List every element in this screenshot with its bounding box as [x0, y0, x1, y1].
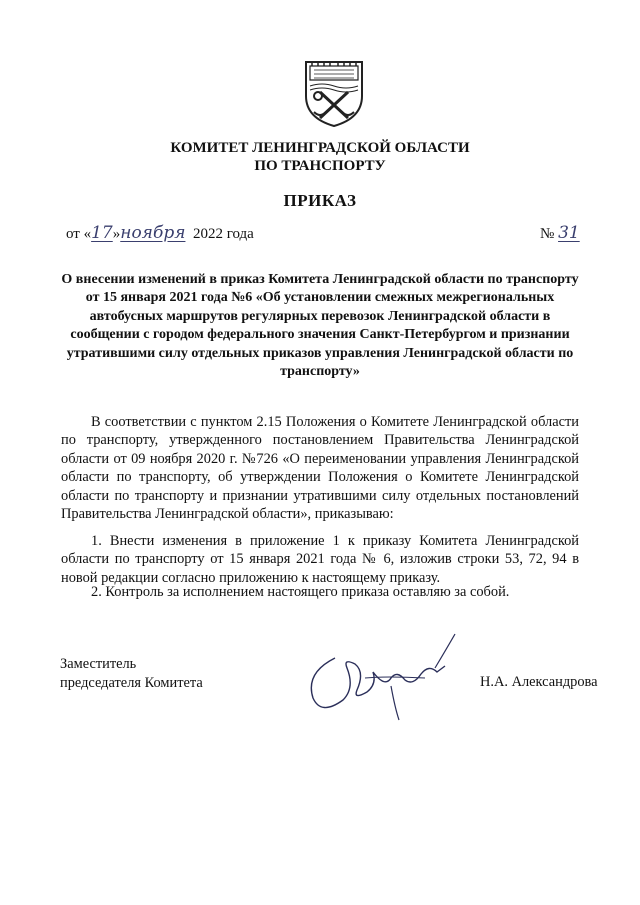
- signatory-name: Н.А. Александрова: [480, 674, 598, 690]
- document-number: [540, 223, 580, 243]
- document-subject: О внесении изменений в приказ Комитета Ленинградской области по транспорту от 15 января 2021 года №6 «Об установлении смежных межрегиональных автобусных маршрутов регулярных перевозок Ленинградской области в сообщении с городом федерального значения Санкт-Петербургом и признании утратившими силу отдельных приказов управления Ленинградской области по транспорту»: [61, 272, 579, 380]
- item-1-paragraph: [61, 532, 579, 587]
- signatory-position: [60, 655, 203, 693]
- item-1-text: 1. Внести изменения в приложение 1 к приказу Комитета Ленинградской области по транспорту от 15 января 2021 года № 6, изложив строки 53, 72, 94 в новой редакции согласно приложению к настоящему приказу.: [61, 533, 579, 586]
- signatory-position-line1: Заместитель: [60, 656, 137, 672]
- signatory-position-line2: председателя Комитета: [60, 675, 203, 691]
- item-2-paragraph: [61, 583, 579, 601]
- preamble-text: В соответствии с пунктом 2.15 Положения о Комитете Ленинградской области по транспорту, утвержденного постановлением Правительства Ленинградской области от 09 ноября 2020 г. №726 «О переименовании управления Ленинградской области по транспорту, об утверждении Положения о Комитете Ленинградской области по транспорту и признании утратившими силу отдельных постановлений Правительства Ленинградской области», приказываю:: [61, 414, 579, 523]
- document-type-title: ПРИКАЗ: [283, 191, 357, 210]
- date-year: 2022 года: [192, 226, 254, 242]
- document-date: [66, 223, 254, 243]
- preamble-paragraph: [61, 413, 579, 523]
- organization-name-line2: ПО ТРАНСПОРТУ: [254, 158, 386, 174]
- number-label: №: [540, 226, 555, 242]
- coat-of-arms-emblem: [302, 56, 366, 128]
- number-handwritten: 31: [558, 223, 580, 243]
- organization-name-line1: КОМИТЕТ ЛЕНИНГРАДСКОЙ ОБЛАСТИ: [170, 140, 470, 156]
- date-day-handwritten: 17: [91, 223, 113, 243]
- date-prefix: от «: [66, 226, 92, 242]
- date-quote: »: [112, 226, 121, 242]
- handwritten-signature: [295, 628, 465, 723]
- date-month-handwritten: ноября: [120, 223, 186, 243]
- item-2-text: 2. Контроль за исполнением настоящего приказа оставляю за собой.: [91, 584, 510, 600]
